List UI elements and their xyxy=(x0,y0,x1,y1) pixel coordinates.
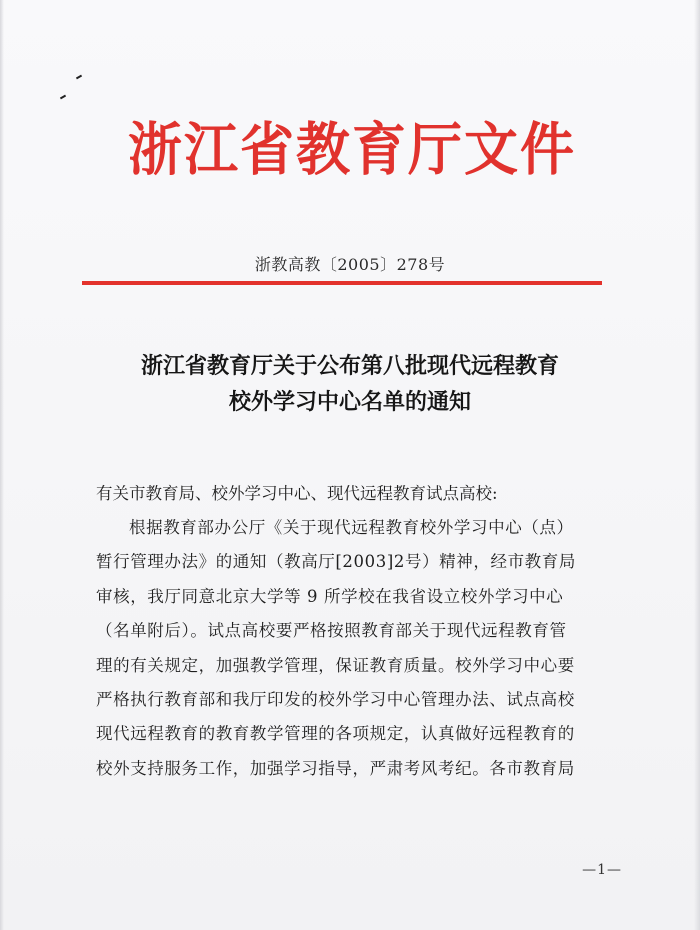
header-title: 浙江省教育厅文件 xyxy=(128,115,576,183)
red-rule-divider xyxy=(82,281,602,285)
document-number: 浙教高教〔2005〕278号 xyxy=(254,255,446,274)
body-text xyxy=(96,477,626,786)
body-line: 校外支持服务工作，加强学习指导，严肃考风考纪。各市教育局 xyxy=(96,758,575,778)
body-line: 严格执行教育部和我厅印发的校外学习中心管理办法、试点高校 xyxy=(96,689,575,709)
body-line: （名单附后）。试点高校要严格按照教育部关于现代远程教育管 xyxy=(96,621,567,641)
notice-title-line: 校外学习中心名单的通知 xyxy=(228,389,471,415)
notice-title xyxy=(0,348,700,420)
body-line: 审核，我厅同意北京大学等 9 所学校在我省设立校外学习中心 xyxy=(96,586,564,606)
page-number: —1— xyxy=(582,862,622,878)
body-line: 暂行管理办法》的通知（教高厅[2003]2号）精神，经市教育局 xyxy=(96,552,576,572)
scan-edge-right xyxy=(694,0,700,930)
body-line: 理的有关规定，加强教学管理，保证教育质量。校外学习中心要 xyxy=(96,655,575,675)
scan-mark xyxy=(60,95,66,100)
body-line: 现代远程教育的教育教学管理的各项规定，认真做好远程教育的 xyxy=(96,724,575,744)
scan-mark xyxy=(76,75,82,80)
salutation: 有关市教育局、校外学习中心、现代远程教育试点高校: xyxy=(96,484,498,503)
scan-edge-left xyxy=(0,0,4,930)
body-line: 根据教育部办公厅《关于现代远程教育校外学习中心（点） xyxy=(129,518,574,537)
notice-title-line: 浙江省教育厅关于公布第八批现代远程教育 xyxy=(140,353,559,379)
